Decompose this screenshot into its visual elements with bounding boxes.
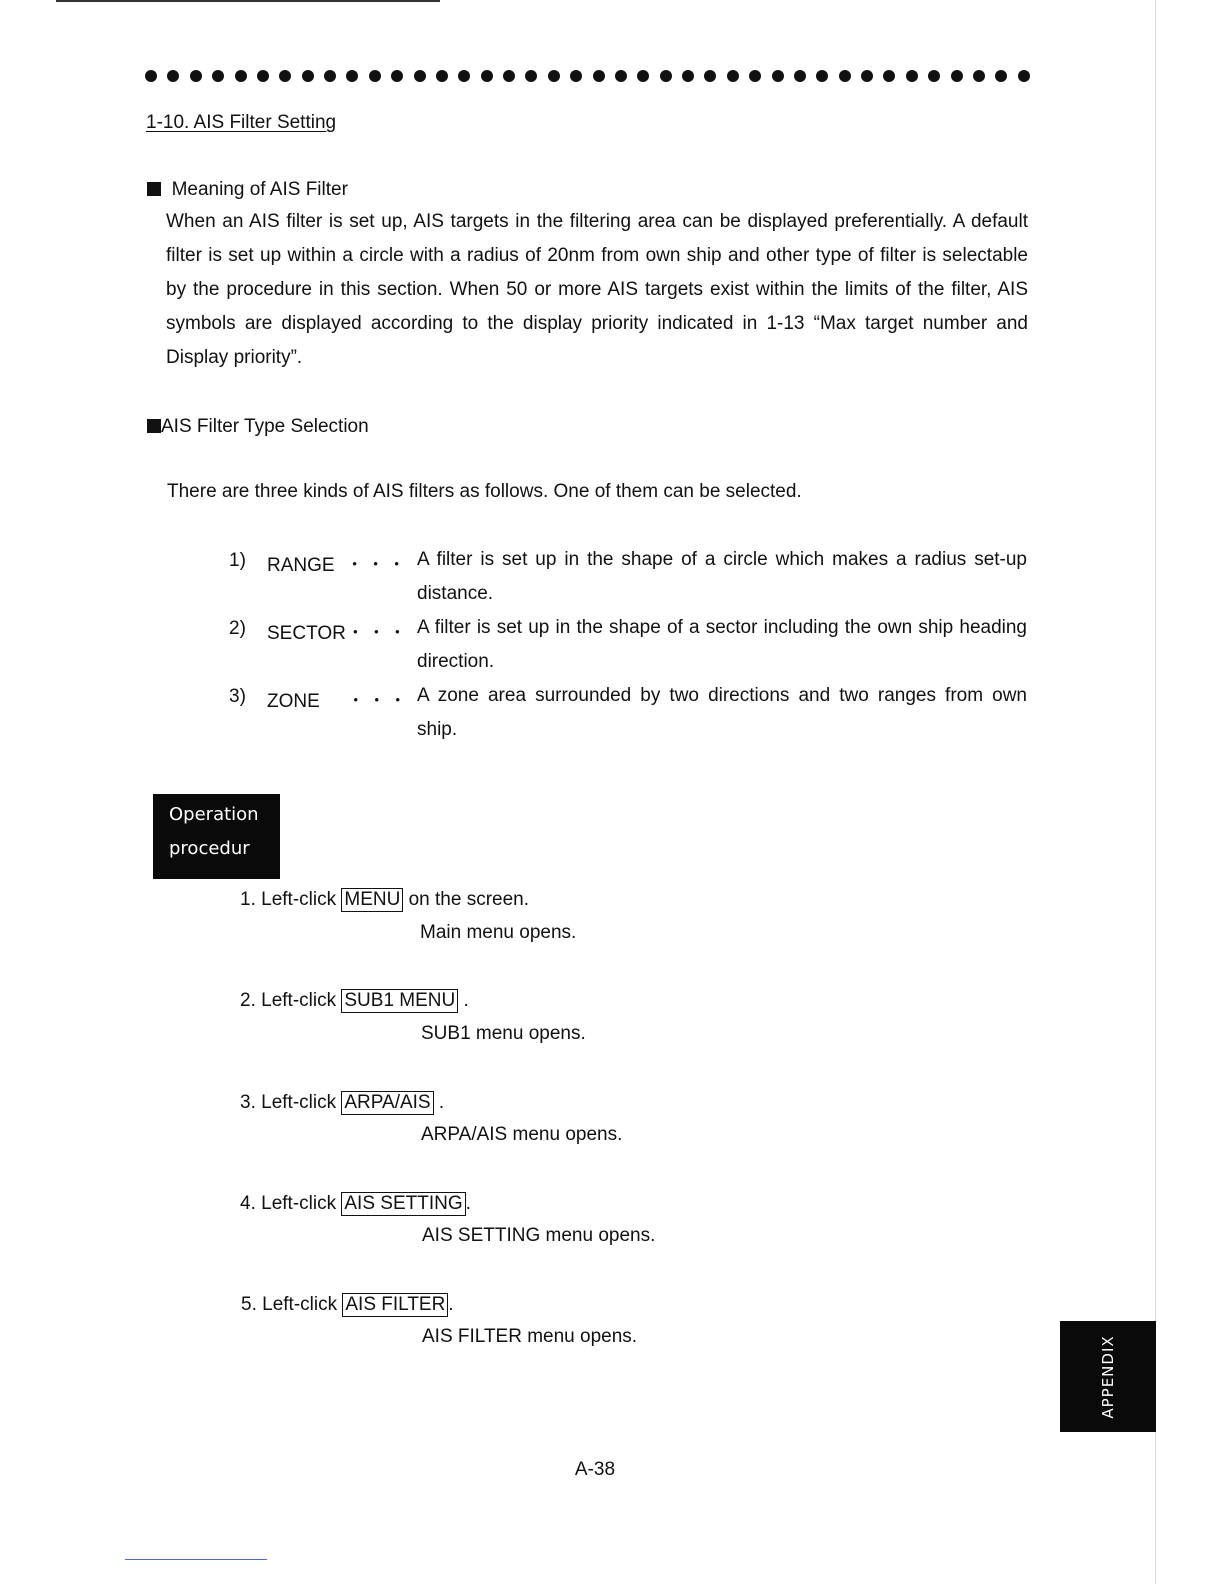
step-suffix: . [448, 1294, 454, 1315]
type-selection-heading [147, 416, 369, 438]
step-4 [240, 1192, 471, 1216]
divider-dot [593, 70, 605, 82]
divider-dot [995, 70, 1007, 82]
divider-dot [772, 70, 784, 82]
step-5-result: AIS FILTER menu opens. [422, 1326, 638, 1347]
divider-dot [682, 70, 694, 82]
divider-dot [145, 70, 157, 82]
step-3-result: ARPA/AIS menu opens. [421, 1124, 623, 1145]
term-text: ZONE [267, 691, 320, 712]
divider-dot [928, 70, 940, 82]
list-item-description: A zone area surrounded by two directions and two ranges from own ship. [417, 685, 1027, 740]
page-number: A-38 [574, 1459, 616, 1480]
sub1-menu-button[interactable]: SUB1 MENU [341, 989, 458, 1013]
section-title: 1-10. AIS Filter Setting [146, 112, 337, 133]
list-item-description: A filter is set up in the shape of a sector including the own ship heading direction. [417, 617, 1027, 672]
list-item-term [267, 618, 409, 645]
step-1-result: Main menu opens. [420, 922, 577, 943]
divider-dot [324, 70, 336, 82]
divider-dot [167, 70, 179, 82]
list-item-term [267, 550, 408, 577]
list-item-number: 3) [229, 686, 246, 707]
divider-dot [816, 70, 828, 82]
divider-dot [660, 70, 672, 82]
dot-divider [145, 70, 1030, 82]
step-suffix: . [465, 1193, 471, 1214]
operation-label-line2: procedur [169, 838, 250, 859]
arpa-ais-button[interactable]: ARPA/AIS [341, 1091, 433, 1115]
divider-dot [212, 70, 224, 82]
divider-dot [481, 70, 493, 82]
type-selection-heading-text: AIS Filter Type Selection [161, 416, 369, 437]
divider-dot [525, 70, 537, 82]
divider-dot [727, 70, 739, 82]
divider-dot [906, 70, 918, 82]
divider-dot [414, 70, 426, 82]
list-item-description: A filter is set up in the shape of a circle which makes a radius set-up distance. [417, 549, 1027, 604]
divider-dot [704, 70, 716, 82]
step-suffix: . [433, 1092, 445, 1113]
step-prefix: 5. Left-click [241, 1294, 343, 1315]
bullet-square-icon [147, 182, 161, 196]
divider-dot [615, 70, 627, 82]
meaning-heading-text: Meaning of AIS Filter [171, 179, 348, 200]
list-item-number: 2) [229, 618, 246, 639]
step-1 [240, 888, 529, 912]
list-item-number: 1) [229, 550, 246, 571]
bottom-rule [125, 1559, 267, 1560]
divider-dot [391, 70, 403, 82]
step-5 [241, 1293, 454, 1317]
divider-dot [436, 70, 448, 82]
divider-dot [749, 70, 761, 82]
divider-dot [951, 70, 963, 82]
meaning-paragraph: When an AIS filter is set up, AIS targets in the filtering area can be displayed preferentially. A default filter is set up within a circle with a radius of 20nm from own ship and other type of filter is selectable by the procedure in this section. When 50 or more AIS targets exist within the limits of the filter, AIS symbols are displayed according to the display priority indicated in 1-13 “Max target number and Display priority”. [166, 211, 1028, 368]
divider-dot [302, 70, 314, 82]
ais-setting-button[interactable]: AIS SETTING [341, 1192, 465, 1216]
divider-dot [570, 70, 582, 82]
divider-dot [1018, 70, 1030, 82]
divider-dot [257, 70, 269, 82]
divider-dot [503, 70, 515, 82]
leader-dots: ・・・ [345, 555, 409, 576]
divider-dot [279, 70, 291, 82]
step-prefix: 1. Left-click [240, 889, 342, 910]
step-prefix: 2. Left-click [240, 990, 342, 1011]
step-prefix: 4. Left-click [240, 1193, 342, 1214]
step-4-result: AIS SETTING menu opens. [422, 1225, 656, 1246]
ais-filter-button[interactable]: AIS FILTER [342, 1293, 448, 1317]
top-rule [56, 0, 440, 2]
step-2-result: SUB1 menu opens. [421, 1023, 586, 1044]
operation-label-line1: Operation [169, 804, 259, 825]
term-text: SECTOR [267, 623, 346, 644]
meaning-heading [147, 179, 348, 201]
step-3 [240, 1091, 444, 1115]
divider-dot [973, 70, 985, 82]
divider-dot [861, 70, 873, 82]
menu-button[interactable]: MENU [341, 888, 403, 912]
divider-dot [458, 70, 470, 82]
divider-dot [346, 70, 358, 82]
divider-dot [839, 70, 851, 82]
step-suffix: . [458, 990, 469, 1011]
divider-dot [190, 70, 202, 82]
divider-dot [794, 70, 806, 82]
appendix-tab [1060, 1321, 1156, 1432]
list-item-term [267, 686, 409, 713]
divider-dot [637, 70, 649, 82]
term-text: RANGE [267, 555, 335, 576]
step-suffix: on the screen. [403, 889, 530, 910]
leader-dots: ・・・ [345, 623, 409, 644]
operation-procedure-label [153, 794, 280, 879]
step-2 [240, 989, 469, 1013]
divider-dot [369, 70, 381, 82]
leader-dots: ・・・ [346, 691, 410, 712]
type-selection-intro: There are three kinds of AIS filters as follows. One of them can be selected. [167, 481, 802, 502]
divider-dot [235, 70, 247, 82]
bullet-square-icon [147, 419, 161, 433]
divider-dot [883, 70, 895, 82]
divider-dot [548, 70, 560, 82]
appendix-tab-label: APPENDIX [1099, 1334, 1117, 1419]
step-prefix: 3. Left-click [240, 1092, 342, 1113]
